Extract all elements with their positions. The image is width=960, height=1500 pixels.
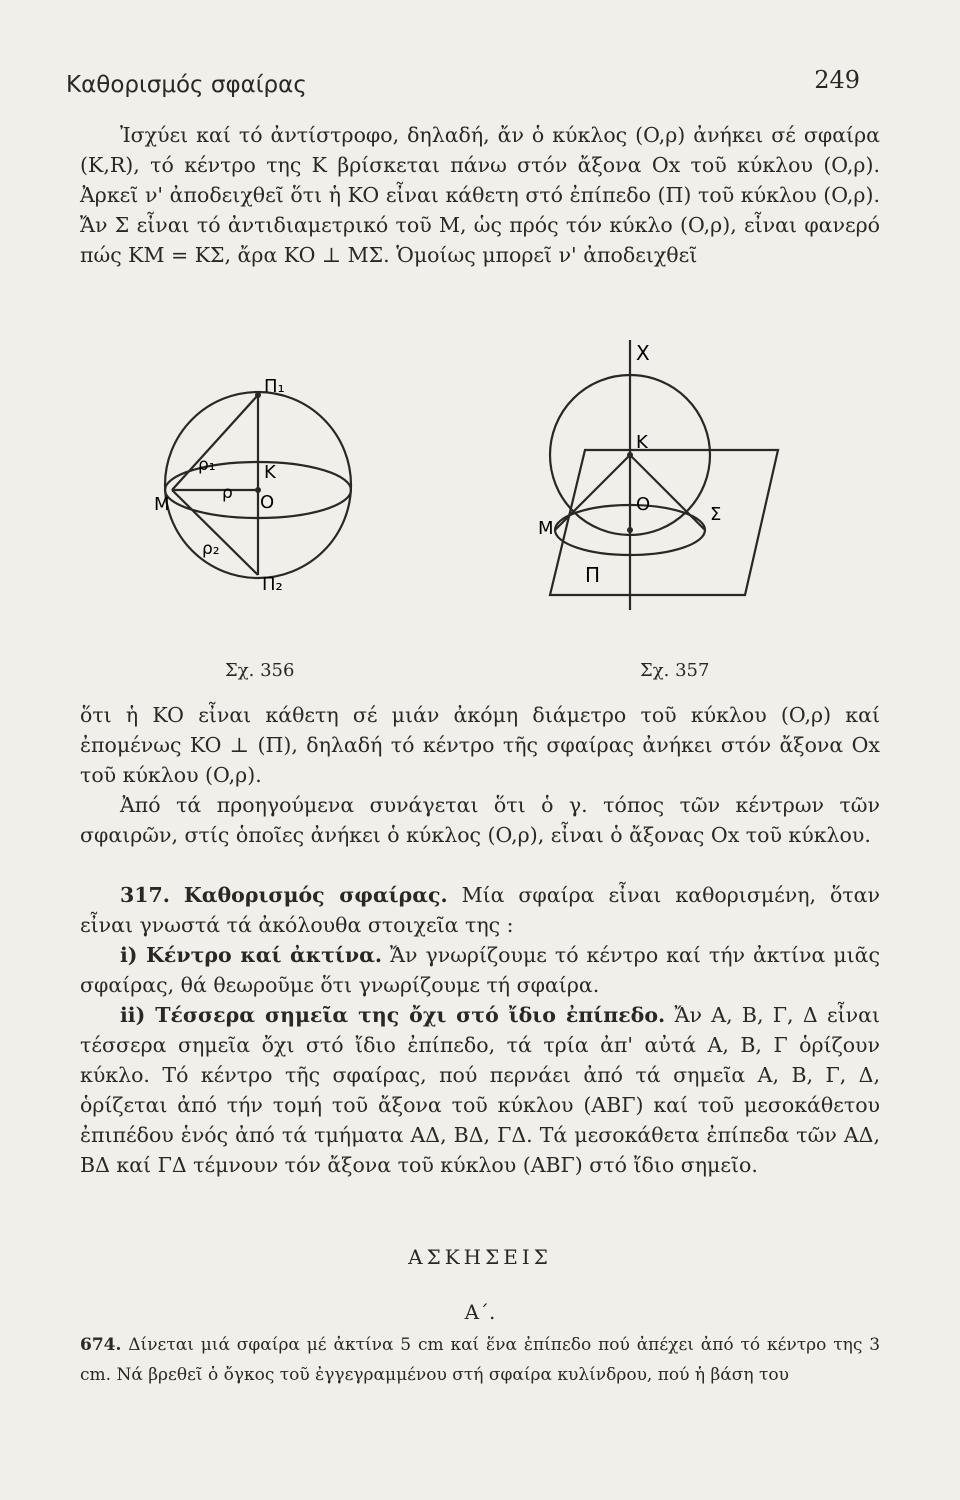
figure-356 xyxy=(140,370,400,600)
item-1 xyxy=(80,940,880,1000)
section-title: Καθορισμός σφαίρας. xyxy=(183,883,448,907)
caption-357: Σχ. 357 xyxy=(640,660,710,681)
item-2 xyxy=(80,1000,880,1180)
km-line xyxy=(555,455,630,530)
intro-paragraph xyxy=(80,120,880,270)
section-number: 317. xyxy=(120,883,170,907)
section-text: Μία σφαίρα εἶναι καθορισμένη, ὅταν εἶναι γνωστά τά ἀκόλουθα στοιχεῖα της : xyxy=(80,883,880,937)
label-x: X xyxy=(636,341,650,365)
item-2-text: Ἄν A, B, Γ, Δ εἶναι τέσσερα σημεῖα ὄχι στό ἴδιο ἐπίπεδο, τά τρία ἀπ' αὐτά A, B, Γ ὁρίζουν κύκλο. Τό κέντρο τῆς σφαίρας, πού περνάει ἀπό τά σημεῖα A, B, Γ, Δ, ὁρίζεται ἀπό τήν τομή τοῦ ἄξονα τοῦ κύκλου (ΑΒΓ) καί τοῦ μεσοκάθετου ἐπιπέδου ἑνός ἀπό τά τμήματα ΑΔ, ΒΔ, ΓΔ. Τά μεσοκάθετα ἐπίπεδα τῶν ΑΔ, ΒΔ καί ΓΔ τέμνουν τόν ἄξονα τοῦ κύκλου (ΑΒΓ) στό ἴδιο σημεῖο. xyxy=(80,1003,880,1177)
label-pi: Π xyxy=(585,563,601,587)
label-rho2: ρ₂ xyxy=(202,539,220,559)
page-number: 249 xyxy=(814,66,860,94)
after-text-2: Ἀπό τά προηγούμενα συνάγεται ὅτι ὁ γ. τόπος τῶν κέντρων τῶν σφαιρῶν, στίς ὁποῖες ἀνήκει ὁ κύκλος (O,ρ), εἶναι ὁ ἄξονας Ox τοῦ κύκλου. xyxy=(80,793,880,847)
running-header: Καθορισμός σφαίρας xyxy=(66,72,307,98)
item-2-label: ii) Τέσσερα σημεῖα της ὄχι στό ἴδιο ἐπίπεδο. xyxy=(120,1003,666,1027)
exercises-subheading: Α΄. xyxy=(464,1300,496,1324)
section-317 xyxy=(80,880,880,1180)
label-pi1: Π₁ xyxy=(264,376,285,397)
exercises-heading: ΑΣΚΗΣΕΙΣ xyxy=(408,1245,552,1269)
exercise-text: Δίνεται μιά σφαίρα μέ ἀκτίνα 5 cm καί ἕνα ἐπίπεδο πού ἀπέχει ἀπό τό κέντρο της 3 cm. Νά βρεθεῖ ὁ ὄγκος τοῦ ἐγγεγραμμένου στή σφαίρα κυλίνδρου, πού ἡ βάση του xyxy=(80,1335,881,1385)
intro-text: Ἰσχύει καί τό ἀντίστροφο, δηλαδή, ἄν ὁ κύκλος (O,ρ) ἀνήκει σέ σφαίρα (K,R), τό κέντρο της K βρίσκεται πάνω στόν ἄξονα Ox τοῦ κύκλου (O,ρ). Ἀρκεῖ ν' ἀποδειχθεῖ ὅτι ἡ KO εἶναι κάθετη στό ἐπίπεδο (Π) τοῦ κύκλου (O,ρ). Ἄν Σ εἶναι τό ἀντιδιαμετρικό τοῦ M, ὡς πρός τόν κύκλο (O,ρ), εἶναι φανερό πώς KM = KΣ, ἄρα KO ⊥ MΣ. Ὁμοίως μπορεῖ ν' ἀποδειχθεῖ xyxy=(80,123,880,267)
ks-line xyxy=(630,455,705,530)
label-rho1: ρ₁ xyxy=(198,455,216,475)
label-m: M xyxy=(538,518,554,539)
label-k: K xyxy=(636,432,648,453)
chord-line xyxy=(172,490,258,575)
exercise-674 xyxy=(80,1330,880,1390)
caption-356: Σχ. 356 xyxy=(225,660,295,681)
label-pi2: Π₂ xyxy=(262,574,283,595)
item-1-text: Ἄν γνωρίζουμε τό κέντρο καί τήν ἀκτίνα μιᾶς σφαίρας, θά θεωροῦμε ὅτι γνωρίζουμε τή σφαίρα. xyxy=(80,943,880,997)
label-o: O xyxy=(260,492,275,513)
after-text-1: ὅτι ἡ KO εἶναι κάθετη σέ μιάν ἀκόμη διάμετρο τοῦ κύκλου (O,ρ) καί ἐπομένως KO ⊥ (Π), δηλαδή τό κέντρο τῆς σφαίρας ἀνήκει στόν ἄξονα Ox τοῦ κύκλου (O,ρ). xyxy=(80,703,880,787)
after-figures-paragraph xyxy=(80,700,880,850)
label-m: M xyxy=(154,494,170,515)
label-sigma: Σ xyxy=(710,504,722,525)
label-k: K xyxy=(264,462,276,483)
label-o: O xyxy=(636,494,651,515)
figure-357 xyxy=(490,320,790,620)
item-1-label: i) Κέντρο καί ἀκτίνα. xyxy=(120,943,382,967)
radius-line xyxy=(172,395,258,490)
exercise-number: 674. xyxy=(80,1335,122,1355)
label-rho: ρ xyxy=(222,483,233,503)
